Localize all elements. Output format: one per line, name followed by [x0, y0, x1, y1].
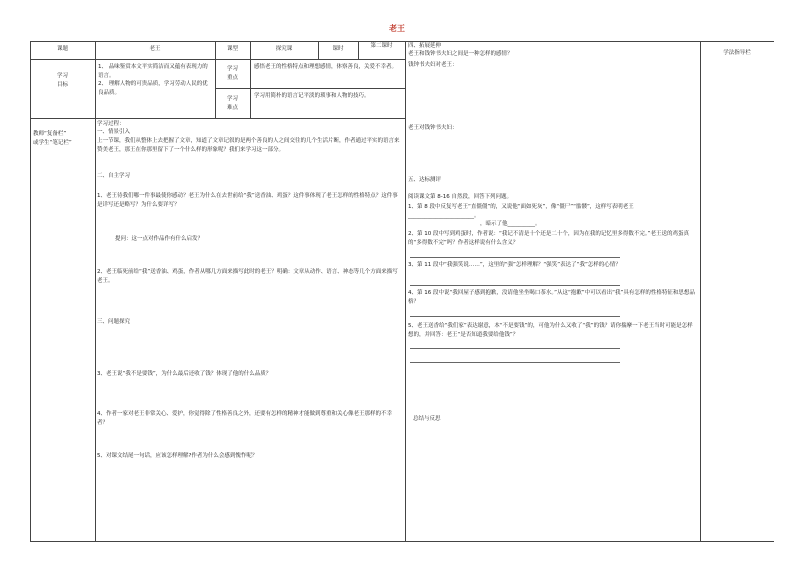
question-5: 5、对课文结尾一句话，应该怎样理解?作者为什么会感到愧怍呢？ [97, 453, 258, 459]
extension-line-2: 老王对钱钟书夫妇： [408, 125, 458, 131]
section-1-title: 一、情景引入 [97, 129, 131, 135]
difficulty-label: 学习 难点 [226, 96, 238, 111]
assessment-q1-tail: ，暗示了他__________。 [480, 221, 541, 227]
question-1-tip: 提问：这一点对作品作有什么启发？ [115, 236, 204, 242]
objectives-label: 学习 目标 [56, 73, 68, 88]
answer-line[interactable] [410, 257, 620, 258]
type-label: 课型 [226, 46, 238, 52]
sidebar-note: 教师“复备栏” 或学生“笔记栏” [33, 131, 72, 146]
key-value: 感悟老王的性格特点和理想感情，体察善良，关爱不幸者。 [254, 64, 398, 70]
extension-title: 四、拓展延伸 [408, 43, 442, 49]
answer-line[interactable] [410, 348, 620, 349]
question-2: 2、老王临死前给“我”送香油、鸡蛋，作者从哪几方面来描写此时的老王？明确：文章从动作、语言、神态等几个方面来描写老王。 [97, 269, 398, 284]
answer-line[interactable] [410, 285, 620, 286]
question-1: 1、老王待我们哪一件事最使你感动？老王为什么在去世前给“我”送香油、鸡蛋？这件事体现了老王怎样的性格特点？这件事是详写还是略写？为什么要详写？ [97, 193, 398, 208]
process-heading: 学习过程： [97, 121, 125, 127]
answer-line[interactable] [410, 362, 620, 363]
assessment-q3: 3、第 11 段中“我强笑说……”，这里的“强”怎样理解？“强笑”表达了“我”怎样的心情？ [408, 262, 621, 268]
period-value: 第二课时 [370, 43, 393, 49]
guide-label: 学法指导栏 [723, 50, 751, 56]
assessment-q1: 1、第 8 段中反复写老王“直僵僵”的，又说他“面如死灰”，像“僵尸”“骷髅”，这样写表明老王________________________。 [408, 204, 634, 219]
page-title: 老王 [389, 24, 405, 33]
assessment-q2: 2、第 10 段中写到鸡蛋时，作者说：“我记不清是十个还是二十个，因为在我的记忆里多得数不完。”老王送的鸡蛋真的“多得数不完”吗？作者这样说有什么含义？ [408, 231, 689, 246]
answer-line[interactable] [410, 316, 620, 317]
course-value: 老王 [149, 46, 161, 52]
objectives-items: 1、 品味鉴赏本文平实简洁而又蕴有表现力的语言。 2、 理解人物的可贵品质，学习劳动人民的优良品质。 [98, 64, 208, 96]
difficulty-value: 学习用简朴的语言记平淡的琐事和人物的技巧。 [254, 93, 370, 99]
extension-prompt: 老王和钱钟书夫妇之间是一种怎样的感情？ [408, 51, 513, 57]
question-3: 3、老王说“我不是要钱”，为什么最后还收了钱？体现了他的什么品质？ [97, 371, 272, 377]
question-4: 4、作者一家对老王非常关心、爱护，你觉得除了性格善良之外，还要有怎样的精神才能做到尊重和关心像老王那样的不幸者？ [97, 411, 393, 426]
section-1-text: 上一节课，我们从整体上去把握了文章，知道了文章记叙的是两个善良的人之间交往的几个生活片断，作者通过平实的语言来赞美老王，那王在你那里留下了一个什么样的形象呢？我们来学习这一部分。 [97, 138, 400, 153]
type-value: 探究课 [275, 46, 293, 52]
section-3-title: 三、问题探究 [97, 319, 131, 325]
key-label: 学习 重点 [226, 66, 238, 81]
assessment-intro: 阅读课文第 8-16 自然段，回答下列问题。 [408, 194, 512, 200]
assessment-q5: 5、老王送香给“我们家”表达谢意，本“不是要钱”的，可他为什么又收了“我”的钱？请你揣摩一下老王当时可能是怎样想的，并回答：老王“是否知道我要给他钱”？ [408, 323, 693, 338]
summary-label: 总结与反思 [413, 416, 441, 422]
course-label: 课题 [56, 46, 68, 52]
extension-line-1: 钱钟书夫妇对老王： [408, 62, 458, 68]
section-2-title: 二、自主学习 [97, 173, 131, 179]
assessment-q4: 4、第 16 段中说“我回屋子感到抱歉，没请他坐坐喝口茶水。”从这“抱歉”中可以看出“我”具有怎样的性格特征和思想品格？ [408, 290, 695, 305]
period-label: 课时 [332, 46, 344, 52]
assessment-title: 五、达标测评 [408, 177, 442, 183]
